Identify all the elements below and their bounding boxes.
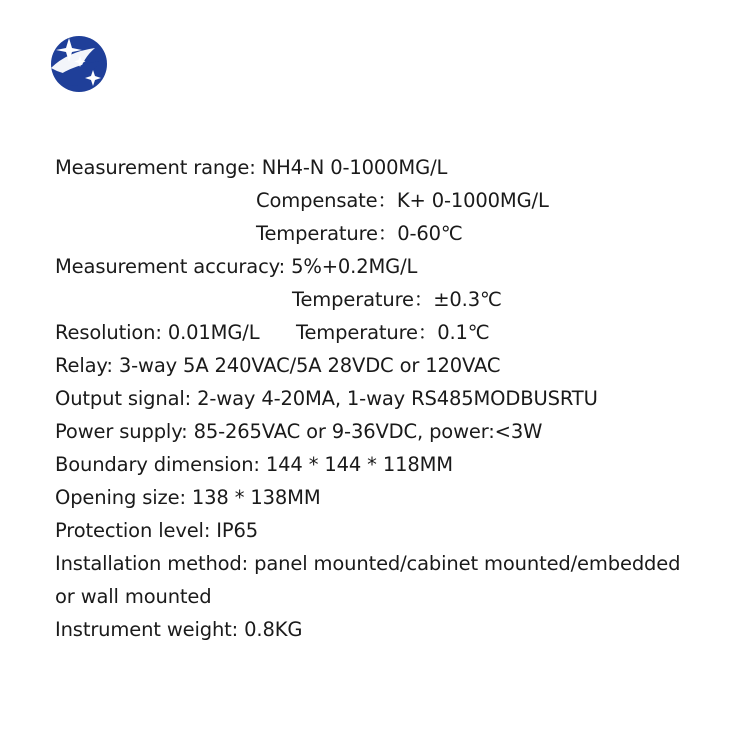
spec-protection-level [55, 519, 258, 543]
spec-text: Opening size: 138 * 138MM [55, 486, 321, 509]
spec-relay [55, 354, 500, 378]
spec-text: Measurement accuracy: 5%+0.2MG/L [55, 255, 418, 278]
spec-text: Power supply: 85-265VAC or 9-36VDC, power:<3W [55, 420, 543, 443]
spec-text: Boundary dimension: 144 * 144 * 118MM [55, 453, 453, 476]
spec-compensate [256, 189, 549, 213]
spec-text: Compensate：K+ 0-1000MG/L [256, 189, 549, 212]
spec-installation-method [55, 552, 680, 576]
spec-text: Output signal: 2-way 4-20MA, 1-way RS485MODBUSRTU [55, 387, 598, 410]
spec-boundary-dimension [55, 453, 453, 477]
spec-text: Temperature：0.1℃ [296, 321, 490, 344]
spec-resolution [55, 321, 259, 345]
spec-text: Installation method: panel mounted/cabinet mounted/embedded [55, 552, 681, 575]
spec-text: or wall mounted [55, 585, 212, 608]
spec-text: Instrument weight: 0.8KG [55, 618, 303, 641]
spec-text: Temperature：±0.3℃ [292, 288, 502, 311]
spec-installation-method-cont [55, 585, 212, 609]
spec-output-signal [55, 387, 598, 411]
spec-text: Protection level: IP65 [55, 519, 259, 542]
spec-text: Relay: 3-way 5A 240VAC/5A 28VDC or 120VAC [55, 354, 501, 377]
spec-measurement-accuracy [55, 255, 417, 279]
spec-opening-size [55, 486, 321, 510]
spec-temperature-range [256, 222, 463, 246]
spec-text: Resolution: 0.01MG/L [55, 321, 260, 344]
spec-power-supply [55, 420, 542, 444]
spec-temperature-accuracy [292, 288, 502, 312]
spec-measurement-range [55, 156, 447, 180]
spec-text: Temperature：0-60℃ [256, 222, 463, 245]
spec-instrument-weight [55, 618, 302, 642]
spec-temperature-resolution [296, 321, 490, 345]
spec-text: Measurement range: NH4-N 0-1000MG/L [55, 156, 448, 179]
